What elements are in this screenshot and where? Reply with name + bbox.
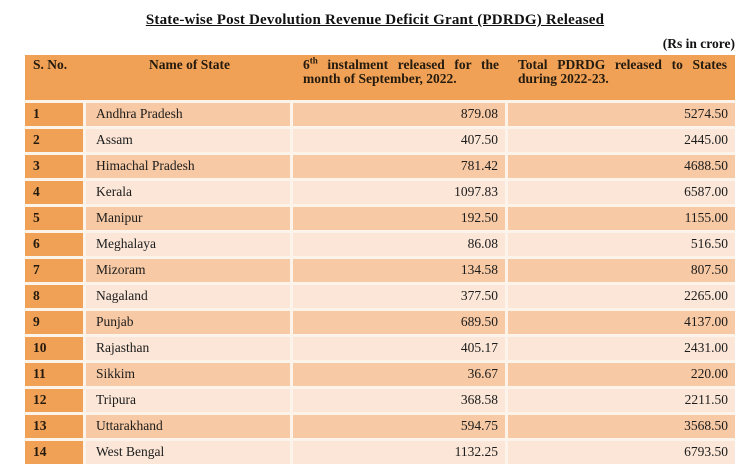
row-instalment-amount: 879.08 — [293, 103, 505, 126]
row-instalment-amount: 689.50 — [293, 311, 505, 334]
row-serial-number: 1 — [25, 103, 83, 126]
row-state-name: West Bengal — [86, 441, 290, 464]
table-row — [25, 103, 735, 126]
row-total-amount: 2265.00 — [508, 285, 735, 308]
table-row — [25, 415, 735, 438]
row-serial-number: 11 — [25, 363, 83, 386]
row-serial-number: 12 — [25, 389, 83, 412]
row-serial-number: 6 — [25, 233, 83, 256]
row-serial-number: 2 — [25, 129, 83, 152]
header-instalment-prefix: 6 — [303, 57, 310, 72]
row-serial-number: 8 — [25, 285, 83, 308]
row-total-amount: 2211.50 — [508, 389, 735, 412]
row-state-name: Mizoram — [86, 259, 290, 282]
row-instalment-amount: 405.17 — [293, 337, 505, 360]
row-state-name: Meghalaya — [86, 233, 290, 256]
row-total-amount: 807.50 — [508, 259, 735, 282]
table-row — [25, 259, 735, 282]
row-instalment-amount: 134.58 — [293, 259, 505, 282]
table-row — [25, 155, 735, 178]
row-state-name: Assam — [86, 129, 290, 152]
page-title — [0, 12, 750, 29]
row-state-name: Andhra Pradesh — [86, 103, 290, 126]
table-row — [25, 441, 735, 464]
header-sno: S. No. — [33, 57, 68, 72]
row-instalment-amount: 781.42 — [293, 155, 505, 178]
row-instalment-amount: 368.58 — [293, 389, 505, 412]
row-total-amount: 3568.50 — [508, 415, 735, 438]
row-total-amount: 2445.00 — [508, 129, 735, 152]
header-instalment — [293, 55, 508, 100]
row-state-name: Punjab — [86, 311, 290, 334]
row-state-name: Uttarakhand — [86, 415, 290, 438]
row-total-amount: 5274.50 — [508, 103, 735, 126]
row-instalment-amount: 1097.83 — [293, 181, 505, 204]
row-state-name: Tripura — [86, 389, 290, 412]
row-serial-number: 14 — [25, 441, 83, 464]
row-instalment-amount: 1132.25 — [293, 441, 505, 464]
row-serial-number: 7 — [25, 259, 83, 282]
table-row — [25, 363, 735, 386]
header-instalment-superscript: th — [309, 55, 318, 66]
row-state-name: Manipur — [86, 207, 290, 230]
table-row — [25, 311, 735, 334]
row-serial-number: 9 — [25, 311, 83, 334]
row-instalment-amount: 86.08 — [293, 233, 505, 256]
row-total-amount: 1155.00 — [508, 207, 735, 230]
page-title-text: State-wise Post Devolution Revenue Deficit Grant (PDRDG) Released — [145, 12, 605, 28]
table-row — [25, 207, 735, 230]
row-serial-number: 3 — [25, 155, 83, 178]
row-instalment-amount: 36.67 — [293, 363, 505, 386]
row-instalment-amount: 594.75 — [293, 415, 505, 438]
row-total-amount: 6793.50 — [508, 441, 735, 464]
row-serial-number: 13 — [25, 415, 83, 438]
row-serial-number: 10 — [25, 337, 83, 360]
header-total: Total PDRDG released to States during 2022-23. — [518, 57, 727, 86]
row-state-name: Kerala — [86, 181, 290, 204]
table-row — [25, 285, 735, 308]
unit-note: (Rs in crore) — [662, 36, 735, 51]
row-total-amount: 4137.00 — [508, 311, 735, 334]
row-instalment-amount: 192.50 — [293, 207, 505, 230]
row-state-name: Rajasthan — [86, 337, 290, 360]
table-header-row — [25, 55, 735, 100]
row-serial-number: 5 — [25, 207, 83, 230]
row-instalment-amount: 377.50 — [293, 285, 505, 308]
row-instalment-amount: 407.50 — [293, 129, 505, 152]
pdrdg-table — [25, 55, 735, 464]
row-total-amount: 516.50 — [508, 233, 735, 256]
table-row — [25, 389, 735, 412]
table-row — [25, 181, 735, 204]
row-state-name: Nagaland — [86, 285, 290, 308]
table-row — [25, 337, 735, 360]
row-total-amount: 220.00 — [508, 363, 735, 386]
row-total-amount: 4688.50 — [508, 155, 735, 178]
row-state-name: Sikkim — [86, 363, 290, 386]
header-state: Name of State — [149, 57, 230, 72]
row-state-name: Himachal Pradesh — [86, 155, 290, 178]
row-serial-number: 4 — [25, 181, 83, 204]
table-row — [25, 233, 735, 256]
row-total-amount: 2431.00 — [508, 337, 735, 360]
row-total-amount: 6587.00 — [508, 181, 735, 204]
table-row — [25, 129, 735, 152]
header-instalment-rest: instalment released for the month of September, 2022. — [303, 57, 499, 86]
